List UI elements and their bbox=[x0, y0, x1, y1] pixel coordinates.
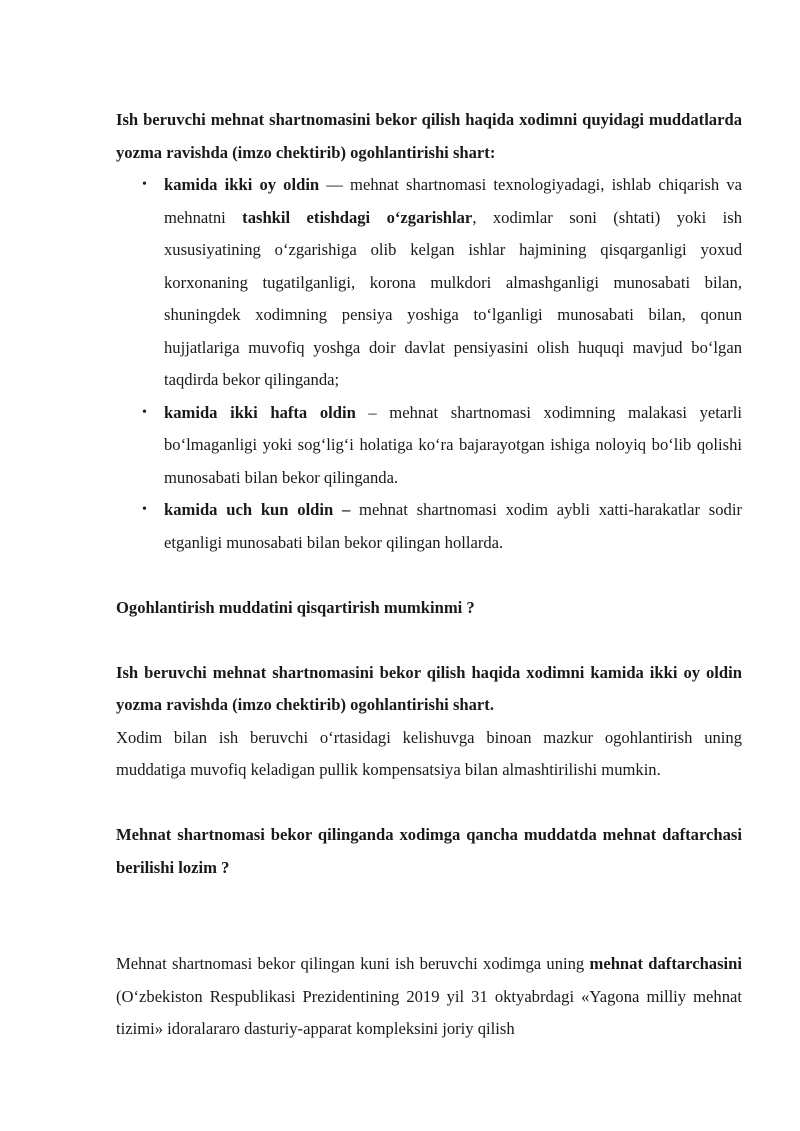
spacer bbox=[116, 884, 742, 948]
answer-paragraph: Xodim bilan ish beruvchi o‘rtasidagi kelishuvga binoan mazkur ogohlantirish uning muddatiga muvofiq keladigan pullik kompensatsiya bilan almashtirilishi mumkin. bbox=[116, 727, 742, 779]
document-page bbox=[116, 104, 742, 1046]
list-item-bold: kamida ikki hafta oldin bbox=[164, 402, 356, 422]
answer-bold-text: mehnat daftarchasini bbox=[589, 954, 742, 973]
list-item-text: mehnat shartnomasi xodim aybli xatti-harakatlar sodir etganligi munosabati bilan bekor qilingan hollarda. bbox=[164, 500, 742, 552]
question-heading: Ogohlantirish muddatini qisqartirish mumkinmi ? bbox=[116, 597, 475, 617]
bullet-icon: • bbox=[142, 404, 147, 420]
question-heading: Mehnat shartnomasi bekor qilinganda xodimga qancha muddatda mehnat daftarchasi berilishi lozim ? bbox=[116, 825, 742, 877]
answer-paragraph bbox=[116, 948, 742, 1046]
list-item bbox=[142, 494, 742, 559]
answer-bold-paragraph: Ish beruvchi mehnat shartnomasini bekor qilish haqida xodimni kamida ikki oy oldin yozma ravishda (imzo chektirib) ogohlantirishi shart. bbox=[116, 662, 742, 714]
spacer bbox=[116, 787, 742, 820]
list-item-bold: tashkil etishdagi o‘zgarishlar bbox=[242, 207, 473, 227]
list-item-bold: kamida uch kun oldin – bbox=[164, 500, 351, 519]
list-item-text: , xodimlar soni (shtati) yoki ish xususiyatining o‘zgarishiga olib kelgan ishlar hajmining qisqarganligi yoxud korxonaning tugatilganligi, korona mulkdori almashganligi munosabati bilan, shuningdek xodimning pensiya yoshiga to‘lganligi munosabati bilan, qonun hujjatlariga muvofiq yoshga doir davlat pensiyasini olish huquqi mavjud bo‘lgan taqdirda bekor qilinganda; bbox=[164, 207, 742, 389]
answer-text: (O‘zbekiston Respublikasi Prezidentining 2019 yil 31 oktyabrdagi «Yagona milliy mehnat tizimi» idoralararo dasturiy-apparat kompleksini joriy qilish bbox=[116, 986, 742, 1038]
bullet-icon: • bbox=[142, 502, 147, 517]
spacer bbox=[116, 624, 742, 657]
notice-period-list bbox=[116, 169, 742, 559]
bullet-icon: • bbox=[142, 177, 147, 192]
intro-paragraph: Ish beruvchi mehnat shartnomasini bekor qilish haqida xodimni quyidagi muddatlarda yozma ravishda (imzo chektirib) ogohlantirishi shart: bbox=[116, 110, 742, 162]
answer-text: Mehnat shartnomasi bekor qilingan kuni ish beruvchi xodimga uning bbox=[116, 954, 590, 973]
list-item-text: – mehnat shartnomasi xodimning malakasi yetarli bo‘lmaganligi yoki sog‘lig‘i holatiga ko‘ra bajarayotgan ishiga noloyiq bo‘lib qolishi munosabati bilan bekor qilinganda. bbox=[164, 402, 742, 487]
list-item bbox=[142, 397, 742, 495]
spacer bbox=[116, 559, 742, 592]
list-item bbox=[142, 169, 742, 397]
list-item-bold: kamida ikki oy oldin bbox=[164, 175, 320, 194]
list-item-text: — mehnat shartnomasi texnologiyadagi, ishlab chiqarish va mehnatni bbox=[164, 175, 742, 227]
